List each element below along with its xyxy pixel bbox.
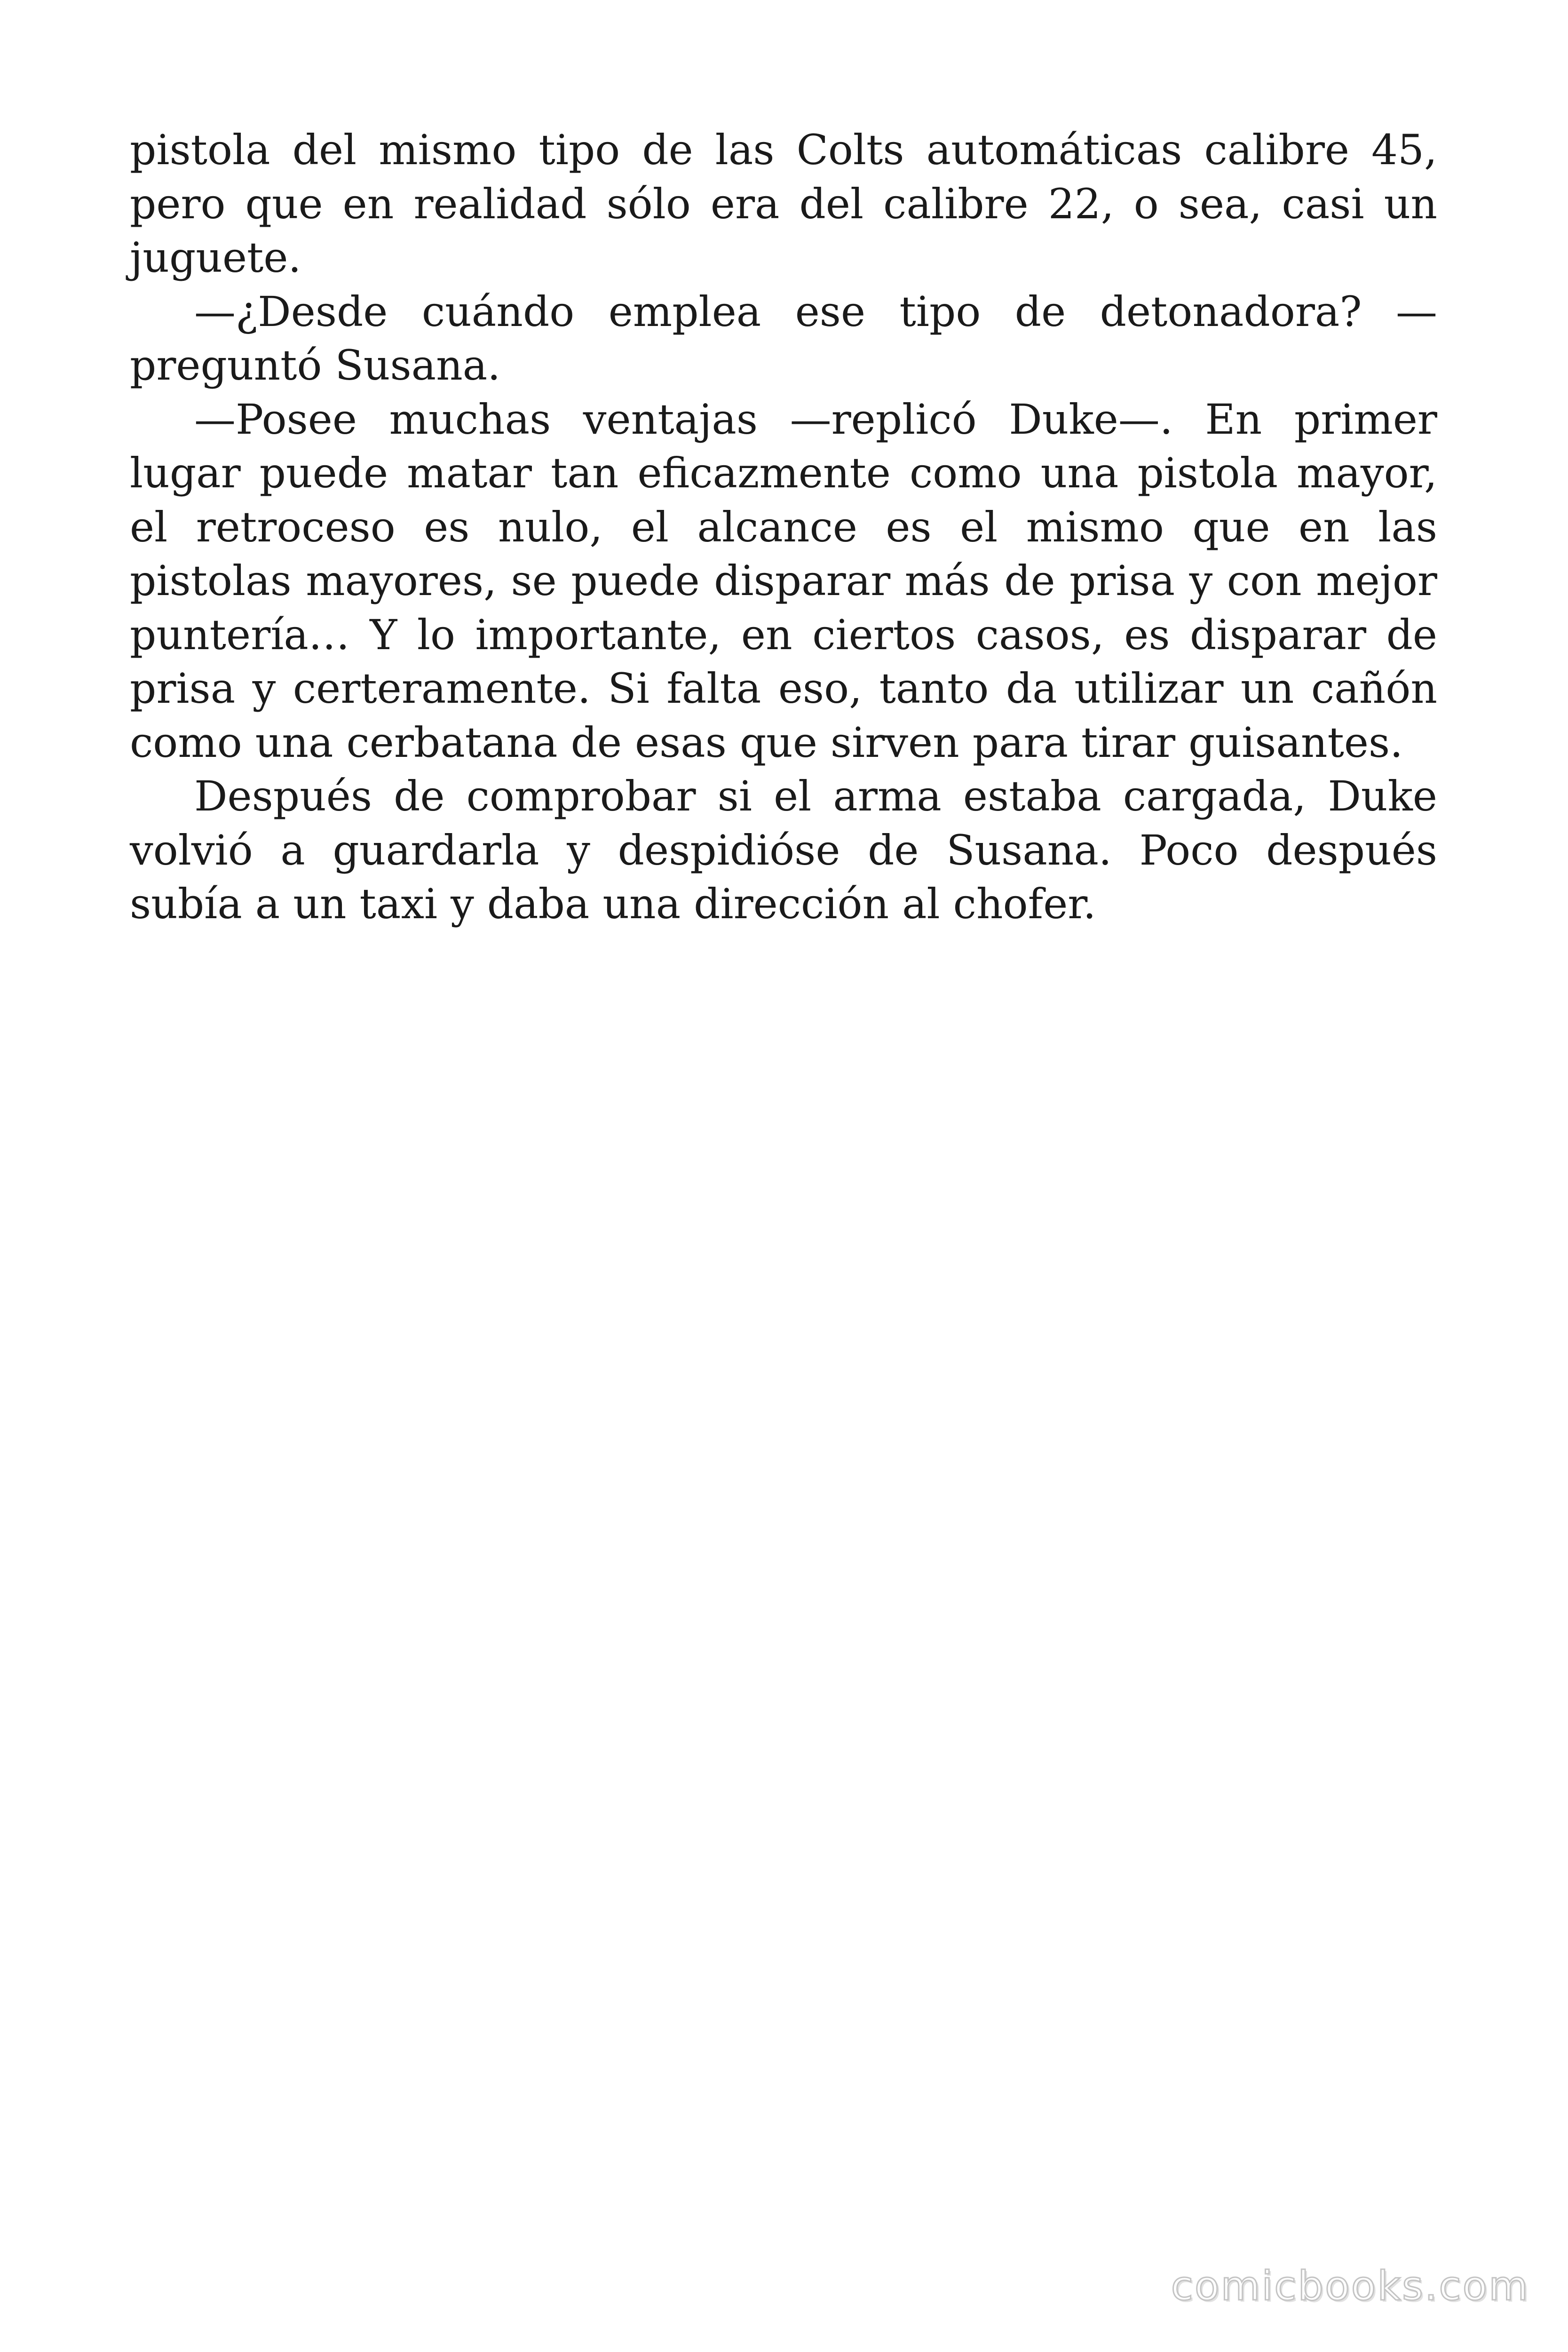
paragraph-1: pistola del mismo tipo de las Colts automáticas calibre 45, pero que en realidad sólo era del calibre 22, o sea, casi un juguete.: [130, 126, 1437, 282]
paragraph-3: —Posee muchas ventajas —replicó Duke—. En primer lugar puede matar tan eficazmente como una pistola mayor, el retroceso es nulo, el alcance es el mismo que en las pistolas mayores, se puede disparar más de prisa y con mejor puntería… Y lo importante, en ciertos casos, es disparar de prisa y certeramente. Si falta eso, tanto da utilizar un cañón como una cerbatana de esas que sirven para tirar guisantes.: [130, 395, 1437, 767]
body-text: [130, 123, 1437, 931]
paragraph-4: Después de comprobar si el arma estaba cargada, Duke volvió a guardarla y despidióse de Susana. Poco después subía a un taxi y daba una dirección al chofer.: [130, 772, 1437, 928]
watermark: comicbooks.com: [1171, 2263, 1529, 2310]
paragraph-2: —¿Desde cuándo emplea ese tipo de detonadora? —preguntó Susana.: [130, 287, 1437, 389]
